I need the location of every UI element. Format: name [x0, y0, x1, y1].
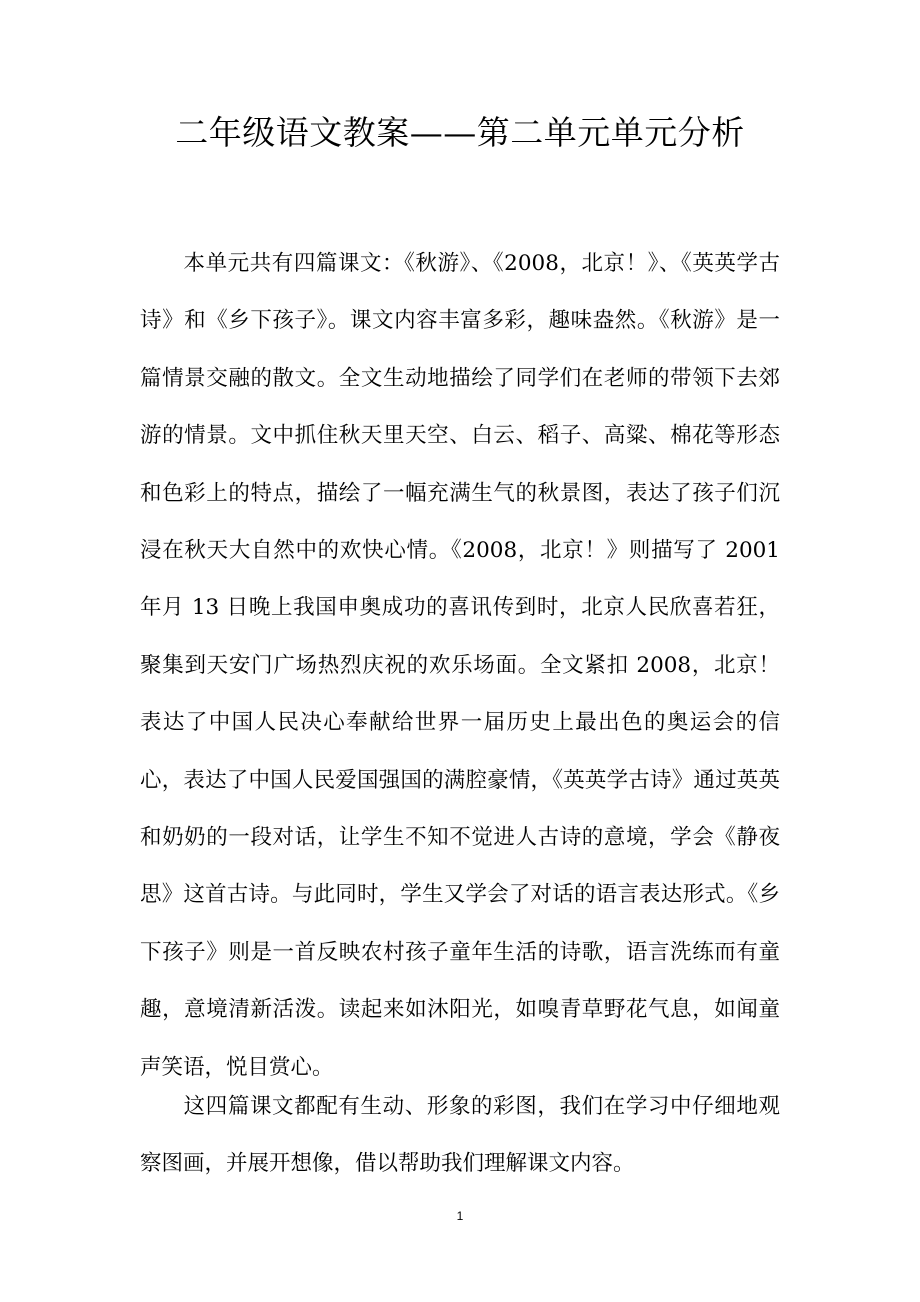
paragraph-text: 本单元共有四篇课文：《秋游》、《2008，北京！》、《英英学古诗》和《乡下孩子》。课文内容丰富多彩，趣味盎然。《秋游》是一篇情景交融的散文。全文生动地描绘了同学们在老师的带领下去郊游的情景。文中抓住秋天里天空、白云、稻子、高粱、棉花等形态和色彩上的特点，描绘了一幅充满生气的秋景图，表达了孩子们沉浸在秋天大自然中的欢快心情。《2008，北京！》则描写了 2001 年月 13 日晚上我国申奥成功的喜讯传到时，北京人民欣喜若狂，聚集到天安门广场热烈庆祝的欢乐场面。全文紧扣 2008，北京！表达了中国人民决心奉献给世界一届历史上最出色的奥运会的信心，表达了中国人民爱国强国的满腔豪情，《英英学古诗》通过英英和奶奶的一段对话，让学生不知不觉进人古诗的意境，学会《静夜思》这首古诗。与此同时，学生又学会了对话的语言表达形式。《乡下孩子》则是一首反映农村孩子童年生活的诗歌，语言洗练而有童趣，意境清新活泼。读起来如沐阳光，如嗅青草野花气息，如闻童声笑语，悦目赏心。 [140, 251, 780, 1080]
paragraph-text: 这四篇课文都配有生动、形象的彩图，我们在学习中仔细地观察图画，并展开想像，借以帮助我们理解课文内容。 [140, 1094, 780, 1177]
body-paragraph [140, 235, 780, 1096]
body-paragraph [140, 1078, 780, 1193]
page-number: 1 [456, 1209, 464, 1223]
document-title: 二年级语文教案——第二单元单元分析 [175, 113, 745, 152]
